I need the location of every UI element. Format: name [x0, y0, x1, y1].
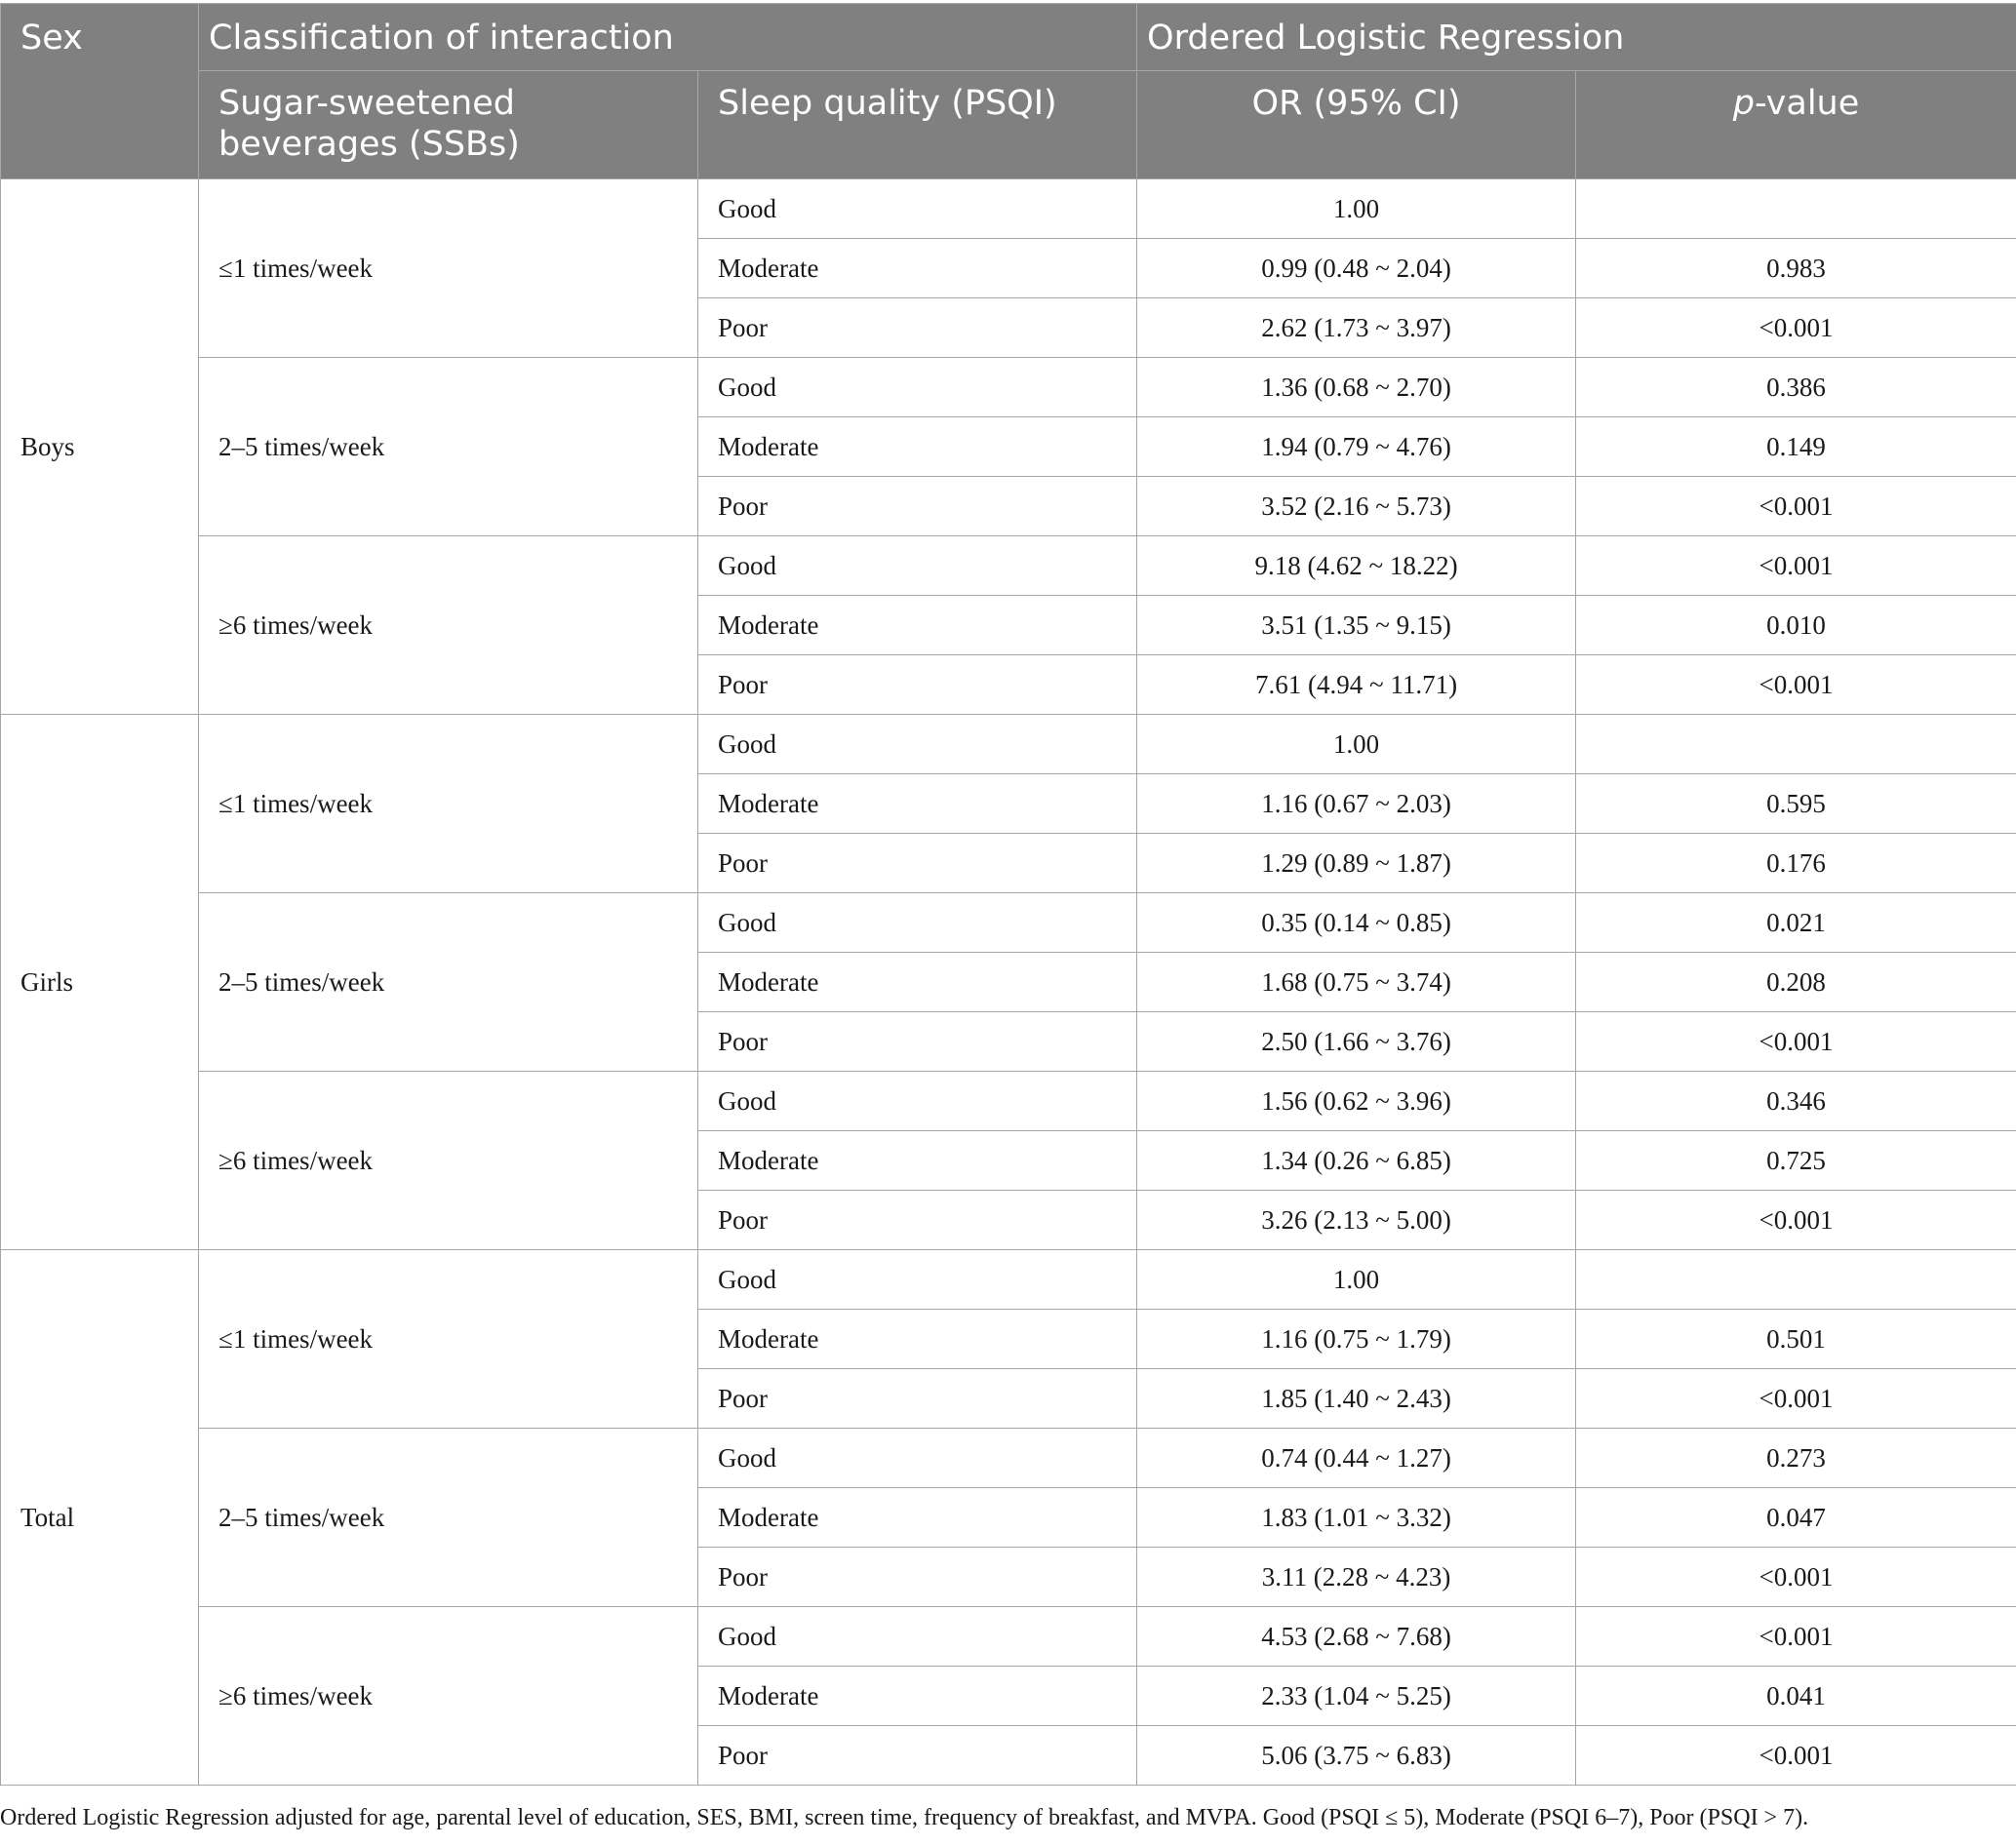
sleep-quality-cell: Poor — [698, 834, 1137, 893]
sex-cell: Girls — [1, 715, 199, 1250]
odds-ratio-cell: 3.26 (2.13 ~ 5.00) — [1137, 1191, 1576, 1250]
table-row — [1, 1429, 2016, 1488]
sleep-quality-cell: Good — [698, 358, 1137, 417]
sleep-quality-cell: Good — [698, 1607, 1137, 1667]
odds-ratio-cell: 2.33 (1.04 ~ 5.25) — [1137, 1667, 1576, 1726]
odds-ratio-cell: 1.00 — [1137, 715, 1576, 774]
sleep-quality-cell: Poor — [698, 1369, 1137, 1429]
p-value-cell: 0.010 — [1576, 596, 2016, 655]
table-row — [1, 179, 2016, 239]
table-header — [1, 4, 2016, 179]
ssb-frequency-cell: ≥6 times/week — [199, 1072, 698, 1250]
sleep-quality-cell: Moderate — [698, 774, 1137, 834]
sleep-quality-cell: Poor — [698, 1191, 1137, 1250]
p-value-cell: 0.386 — [1576, 358, 2016, 417]
sleep-quality-cell: Poor — [698, 1726, 1137, 1786]
sleep-quality-cell: Moderate — [698, 1488, 1137, 1548]
odds-ratio-cell: 0.74 (0.44 ~ 1.27) — [1137, 1429, 1576, 1488]
ssb-frequency-cell: ≥6 times/week — [199, 1607, 698, 1786]
p-value-cell: 0.595 — [1576, 774, 2016, 834]
p-value-cell: 0.208 — [1576, 953, 2016, 1012]
sex-cell: Boys — [1, 179, 199, 715]
sleep-quality-cell: Good — [698, 536, 1137, 596]
sleep-quality-cell: Good — [698, 1072, 1137, 1131]
odds-ratio-cell: 1.16 (0.75 ~ 1.79) — [1137, 1310, 1576, 1369]
odds-ratio-cell: 1.34 (0.26 ~ 6.85) — [1137, 1131, 1576, 1191]
sleep-quality-cell: Moderate — [698, 1131, 1137, 1191]
odds-ratio-cell: 1.56 (0.62 ~ 3.96) — [1137, 1072, 1576, 1131]
sleep-quality-cell: Poor — [698, 655, 1137, 715]
header-sex: Sex — [1, 4, 199, 179]
odds-ratio-cell: 1.16 (0.67 ~ 2.03) — [1137, 774, 1576, 834]
header-classification: Classification of interaction — [199, 4, 1137, 71]
p-value-cell: <0.001 — [1576, 298, 2016, 358]
p-value-cell: <0.001 — [1576, 1607, 2016, 1667]
header-row-sub — [1, 71, 2016, 179]
odds-ratio-cell: 5.06 (3.75 ~ 6.83) — [1137, 1726, 1576, 1786]
table-row — [1, 1250, 2016, 1310]
header-row-top — [1, 4, 2016, 71]
sleep-quality-cell: Poor — [698, 298, 1137, 358]
p-value-cell: 0.047 — [1576, 1488, 2016, 1548]
ssb-frequency-cell: ≤1 times/week — [199, 1250, 698, 1429]
odds-ratio-cell: 1.29 (0.89 ~ 1.87) — [1137, 834, 1576, 893]
odds-ratio-cell: 1.00 — [1137, 1250, 1576, 1310]
p-value-cell: 0.346 — [1576, 1072, 2016, 1131]
sleep-quality-cell: Poor — [698, 1548, 1137, 1607]
table-row — [1, 1072, 2016, 1131]
p-value-cell: <0.001 — [1576, 1191, 2016, 1250]
header-or-ci: OR (95% CI) — [1137, 71, 1576, 179]
table-footnote: Ordered Logistic Regression adjusted for age, parental level of education, SES, BMI, screen time, frequency of breakfast, and MVPA. Good (PSQI ≤ 5), Moderate (PSQI 6–7), Poor (PSQI > 7). — [0, 1805, 1809, 1830]
odds-ratio-cell: 3.52 (2.16 ~ 5.73) — [1137, 477, 1576, 536]
p-value-cell: <0.001 — [1576, 1548, 2016, 1607]
p-value-cell: <0.001 — [1576, 477, 2016, 536]
odds-ratio-cell: 1.68 (0.75 ~ 3.74) — [1137, 953, 1576, 1012]
ssb-frequency-cell: ≤1 times/week — [199, 715, 698, 893]
p-value-cell: <0.001 — [1576, 536, 2016, 596]
p-value-cell: 0.021 — [1576, 893, 2016, 953]
header-sleep-quality: Sleep quality (PSQI) — [698, 71, 1137, 179]
table-row — [1, 715, 2016, 774]
table-row — [1, 536, 2016, 596]
odds-ratio-cell: 1.36 (0.68 ~ 2.70) — [1137, 358, 1576, 417]
table-row — [1, 358, 2016, 417]
header-regression: Ordered Logistic Regression — [1137, 4, 2016, 71]
p-value-cell — [1576, 179, 2016, 239]
odds-ratio-cell: 7.61 (4.94 ~ 11.71) — [1137, 655, 1576, 715]
sleep-quality-cell: Good — [698, 1429, 1137, 1488]
sleep-quality-cell: Good — [698, 1250, 1137, 1310]
odds-ratio-cell: 2.50 (1.66 ~ 3.76) — [1137, 1012, 1576, 1072]
table-body — [1, 179, 2016, 1786]
odds-ratio-cell: 9.18 (4.62 ~ 18.22) — [1137, 536, 1576, 596]
results-table — [0, 3, 2016, 1786]
header-p-value — [1576, 71, 2016, 179]
sleep-quality-cell: Good — [698, 715, 1137, 774]
p-value-cell — [1576, 715, 2016, 774]
header-p-italic: p — [1732, 84, 1755, 123]
p-value-cell: 0.041 — [1576, 1667, 2016, 1726]
sleep-quality-cell: Moderate — [698, 417, 1137, 477]
p-value-cell: 0.725 — [1576, 1131, 2016, 1191]
sex-cell: Total — [1, 1250, 199, 1786]
p-value-cell: 0.149 — [1576, 417, 2016, 477]
p-value-cell: <0.001 — [1576, 655, 2016, 715]
p-value-cell: <0.001 — [1576, 1726, 2016, 1786]
sleep-quality-cell: Moderate — [698, 1310, 1137, 1369]
table-row — [1, 893, 2016, 953]
sleep-quality-cell: Poor — [698, 1012, 1137, 1072]
p-value-cell: 0.983 — [1576, 239, 2016, 298]
p-value-cell — [1576, 1250, 2016, 1310]
odds-ratio-cell: 3.51 (1.35 ~ 9.15) — [1137, 596, 1576, 655]
odds-ratio-cell: 0.35 (0.14 ~ 0.85) — [1137, 893, 1576, 953]
ssb-frequency-cell: ≤1 times/week — [199, 179, 698, 358]
sleep-quality-cell: Good — [698, 893, 1137, 953]
p-value-cell: <0.001 — [1576, 1369, 2016, 1429]
ssb-frequency-cell: 2–5 times/week — [199, 358, 698, 536]
sleep-quality-cell: Good — [698, 179, 1137, 239]
sleep-quality-cell: Moderate — [698, 1667, 1137, 1726]
odds-ratio-cell: 1.94 (0.79 ~ 4.76) — [1137, 417, 1576, 477]
p-value-cell: 0.501 — [1576, 1310, 2016, 1369]
table-row — [1, 1607, 2016, 1667]
ssb-frequency-cell: 2–5 times/week — [199, 1429, 698, 1607]
p-value-cell: <0.001 — [1576, 1012, 2016, 1072]
odds-ratio-cell: 1.83 (1.01 ~ 3.32) — [1137, 1488, 1576, 1548]
sleep-quality-cell: Poor — [698, 477, 1137, 536]
odds-ratio-cell: 3.11 (2.28 ~ 4.23) — [1137, 1548, 1576, 1607]
odds-ratio-cell: 1.00 — [1137, 179, 1576, 239]
sleep-quality-cell: Moderate — [698, 239, 1137, 298]
odds-ratio-cell: 2.62 (1.73 ~ 3.97) — [1137, 298, 1576, 358]
ssb-frequency-cell: 2–5 times/week — [199, 893, 698, 1072]
ssb-frequency-cell: ≥6 times/week — [199, 536, 698, 715]
header-ssb — [199, 71, 698, 179]
odds-ratio-cell: 1.85 (1.40 ~ 2.43) — [1137, 1369, 1576, 1429]
odds-ratio-cell: 4.53 (2.68 ~ 7.68) — [1137, 1607, 1576, 1667]
header-ssb-line1: Sugar-sweetened — [218, 84, 515, 123]
p-value-cell: 0.176 — [1576, 834, 2016, 893]
header-p-rest: -value — [1754, 84, 1860, 123]
odds-ratio-cell: 0.99 (0.48 ~ 2.04) — [1137, 239, 1576, 298]
header-ssb-line2: beverages (SSBs) — [218, 125, 520, 164]
sleep-quality-cell: Moderate — [698, 953, 1137, 1012]
sleep-quality-cell: Moderate — [698, 596, 1137, 655]
p-value-cell: 0.273 — [1576, 1429, 2016, 1488]
